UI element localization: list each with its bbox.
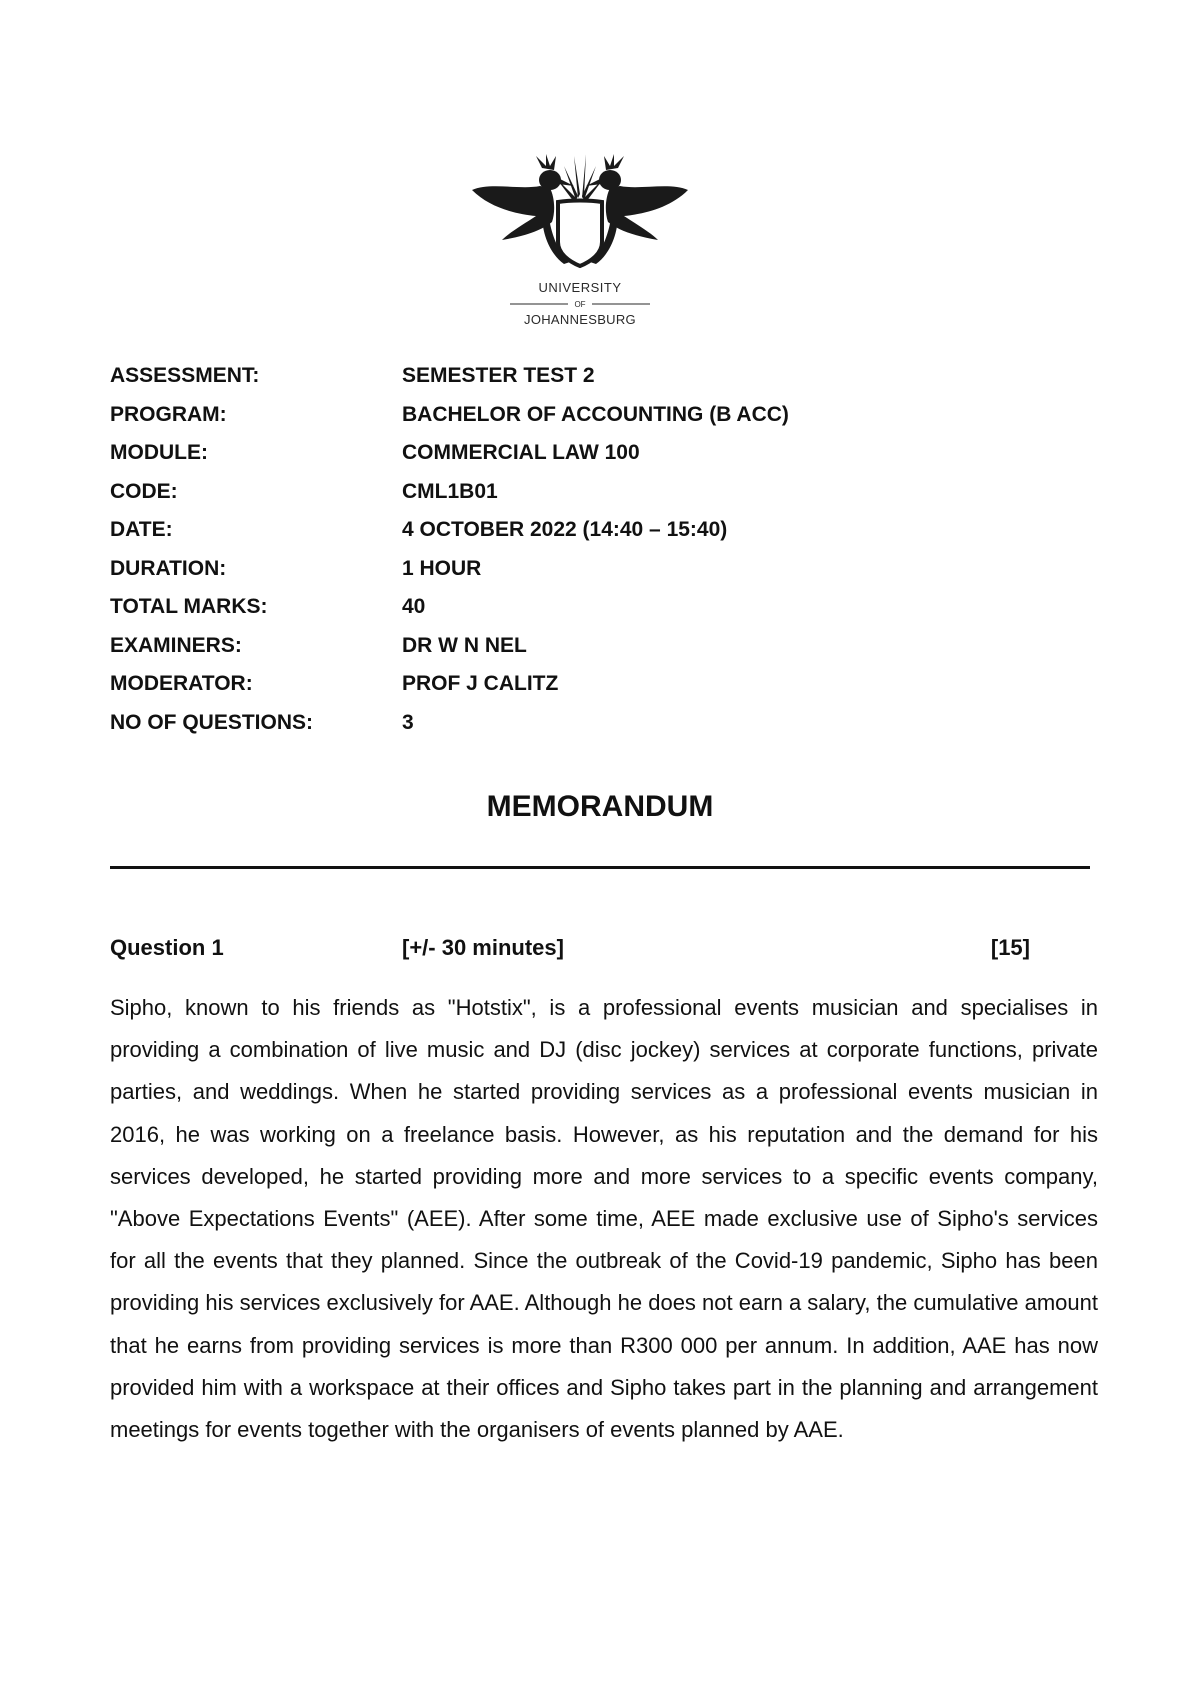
question-title: Question 1 <box>110 935 224 960</box>
detail-row-moderator <box>110 672 1010 711</box>
detail-label: EXAMINERS: <box>110 633 242 657</box>
detail-row-date <box>110 518 1010 557</box>
detail-row-program <box>110 403 1010 442</box>
detail-value: PROF J CALITZ <box>402 672 559 695</box>
detail-label: MODULE: <box>110 441 208 464</box>
question-time: [+/- 30 minutes] <box>402 935 564 960</box>
shield-icon <box>558 201 602 267</box>
detail-label: DATE: <box>110 518 173 541</box>
detail-value: 1 HOUR <box>402 556 482 580</box>
detail-row-assessment <box>110 364 1010 403</box>
memorandum-title: MEMORANDUM <box>486 790 714 823</box>
detail-value: 4 OCTOBER 2022 (14:40 – 15:40) <box>402 518 728 541</box>
detail-value: BACHELOR OF ACCOUNTING (B ACC) <box>402 402 789 426</box>
logo-line-1: UNIVERSITY <box>538 280 622 295</box>
detail-value: DR W N NEL <box>402 633 527 657</box>
horizontal-rule <box>110 866 1090 869</box>
detail-label: NO OF QUESTIONS: <box>110 710 314 734</box>
logo-line-3: JOHANNESBURG <box>524 312 636 327</box>
logo-line-2: OF <box>574 300 586 309</box>
assessment-details <box>110 364 1010 749</box>
detail-label: DURATION: <box>110 556 227 580</box>
detail-label: TOTAL MARKS: <box>110 595 268 618</box>
university-logo <box>470 150 690 335</box>
detail-value: CML1B01 <box>402 479 498 503</box>
detail-value: 40 <box>402 595 426 618</box>
plant-icon <box>556 154 604 202</box>
detail-row-examiners <box>110 634 1010 673</box>
detail-label: MODERATOR: <box>110 672 253 695</box>
detail-row-code <box>110 480 1010 519</box>
detail-row-module <box>110 441 1010 480</box>
question-body: Sipho, known to his friends as "Hotstix", is a professional events musician and specialises in providing a combination of live music and DJ (disc jockey) services at corporate functions, private parties, and weddings. When he started providing services as a professional events musician in 2016, he was working on a freelance basis. However, as his reputation and the demand for his services developed, he started providing more and more services to a specific events company, "Above Expectations Events" (AEE). After some time, AEE made exclusive use of Sipho's services for all the events that they planned. Since the outbreak of the Covid-19 pandemic, Sipho has been providing his services exclusively for AAE. Although he does not earn a salary, the cumulative amount that he earns from providing services is more than R300 000 per annum. In addition, AAE has now provided him with a workspace at their offices and Sipho takes part in the planning and arrangement meetings for events together with the organisers of events planned by AAE. <box>110 995 1098 1443</box>
detail-label: PROGRAM: <box>110 402 227 426</box>
detail-label: ASSESSMENT: <box>110 364 260 387</box>
detail-value: SEMESTER TEST 2 <box>402 364 595 387</box>
detail-value: COMMERCIAL LAW 100 <box>402 441 640 464</box>
detail-row-no-of-questions <box>110 711 1010 750</box>
question-marks: [15] <box>990 935 1030 960</box>
detail-label: CODE: <box>110 479 178 503</box>
detail-row-total-marks <box>110 595 1010 634</box>
detail-value: 3 <box>402 710 414 734</box>
detail-row-duration <box>110 557 1010 596</box>
question-header <box>110 935 1030 965</box>
logo-emblem-icon <box>470 150 690 335</box>
